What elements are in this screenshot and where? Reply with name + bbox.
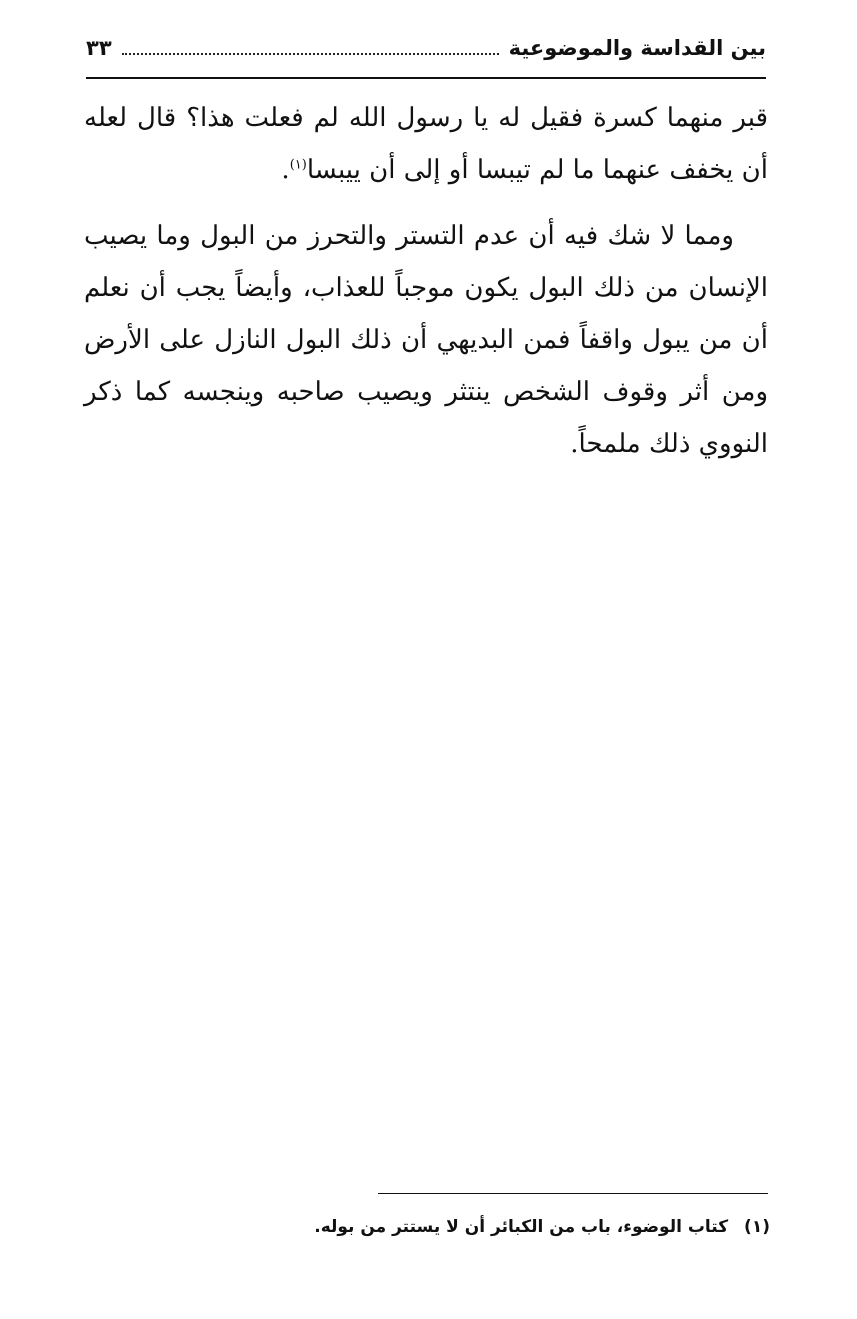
paragraph-1-text: قبر منهما كسرة فقيل له يا رسول الله لم فعلت هذا؟ قال لعله أن يخفف عنهما ما لم تيبسا أو إلى أن ييبسا <box>84 103 768 185</box>
footnote-text: كتاب الوضوء، باب من الكبائر أن لا يستتر من بوله. <box>314 1217 729 1237</box>
page-number: ٣٣ <box>86 36 112 60</box>
running-title: بين القداسة والموضوعية <box>508 36 766 60</box>
page-header <box>86 30 766 66</box>
footnote-separator <box>378 1193 768 1194</box>
header-leader-dots <box>122 53 499 55</box>
paragraph-1 <box>84 92 768 196</box>
header-rule <box>86 77 766 79</box>
body-text <box>84 92 768 470</box>
paragraph-1-end: . <box>281 155 290 185</box>
paragraph-2: ومما لا شك فيه أن عدم التستر والتحرز من البول وما يصيب الإنسان من ذلك البول يكون موجباً للعذاب، وأيضاً يجب أن نعلم أن من يبول واقفاً فمن البديهي أن ذلك البول النازل على الأرض ومن أثر وقوف الشخص ينتثر ويصيب صاحبه وينجسه كما ذكر النووي ذلك ملمحاً. <box>84 221 768 459</box>
footnote-reference[interactable]: (١) <box>289 157 307 173</box>
footnote-1 <box>86 1213 770 1241</box>
footnote-number: (١) <box>744 1217 770 1237</box>
